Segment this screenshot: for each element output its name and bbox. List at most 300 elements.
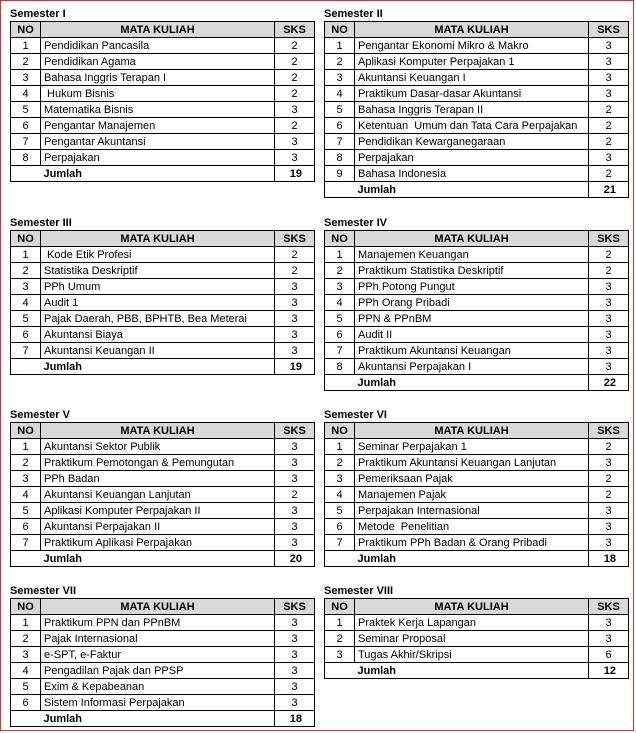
- course-no: 2: [11, 263, 41, 279]
- course-no: 5: [325, 311, 355, 327]
- total-row: [11, 551, 315, 567]
- course-no: 4: [11, 295, 41, 311]
- total-label: Jumlah: [355, 663, 589, 679]
- course-sks: 3: [275, 295, 315, 311]
- header-row: [325, 599, 629, 615]
- table-row: [325, 359, 629, 375]
- course-name: Perpajakan: [41, 150, 275, 166]
- course-no: 1: [325, 247, 355, 263]
- course-no: 3: [325, 70, 355, 86]
- course-no: 9: [325, 166, 355, 182]
- course-no: 3: [11, 279, 41, 295]
- table-row: [325, 118, 629, 134]
- course-name: Exim & Kepabeanan: [41, 679, 275, 695]
- table-row: [11, 54, 315, 70]
- semester-block: [10, 7, 315, 182]
- course-sks: 3: [589, 279, 629, 295]
- semester-title: Semester VI: [324, 409, 387, 421]
- header-row: [325, 22, 629, 38]
- semester-block: [10, 216, 315, 375]
- course-sks: 3: [275, 631, 315, 647]
- course-name: Manajemen Pajak: [355, 487, 589, 503]
- course-name: Bahasa Inggris Terapan I: [41, 70, 275, 86]
- table-row: [11, 343, 315, 359]
- course-name: Audit 1: [41, 295, 275, 311]
- total-sks: 18: [275, 711, 315, 727]
- semester-block: [10, 408, 315, 567]
- header-sks: SKS: [589, 231, 629, 247]
- table-row: [11, 487, 315, 503]
- course-no: 2: [325, 631, 355, 647]
- course-no: 1: [325, 439, 355, 455]
- total-sks: 19: [275, 166, 315, 182]
- course-sks: 2: [589, 487, 629, 503]
- table-row: [11, 118, 315, 134]
- table-row: [325, 150, 629, 166]
- header-row: [11, 22, 315, 38]
- table-row: [11, 134, 315, 150]
- header-no: NO: [11, 423, 41, 439]
- course-no: 5: [11, 503, 41, 519]
- course-no: 8: [11, 150, 41, 166]
- course-name: Seminar Proposal: [355, 631, 589, 647]
- course-sks: 3: [275, 327, 315, 343]
- course-name: Manajemen Keuangan: [355, 247, 589, 263]
- semester-block: [324, 584, 629, 679]
- header-no: NO: [325, 22, 355, 38]
- course-name: e-SPT, e-Faktur: [41, 647, 275, 663]
- table-row: [11, 679, 315, 695]
- total-label: Jumlah: [355, 182, 589, 198]
- course-no: 6: [11, 519, 41, 535]
- course-sks: 3: [589, 311, 629, 327]
- course-no: 7: [325, 535, 355, 551]
- table-row: [325, 70, 629, 86]
- course-no: 3: [11, 70, 41, 86]
- table-row: [325, 54, 629, 70]
- total-sks: 18: [589, 551, 629, 567]
- course-name: Pemeriksaan Pajak: [355, 471, 589, 487]
- course-sks: 3: [589, 86, 629, 102]
- course-sks: 3: [589, 150, 629, 166]
- course-no: 6: [325, 118, 355, 134]
- course-sks: 2: [275, 118, 315, 134]
- course-sks: 2: [589, 247, 629, 263]
- course-no: 3: [11, 647, 41, 663]
- course-sks: 2: [589, 471, 629, 487]
- course-no: 4: [325, 487, 355, 503]
- total-label: Jumlah: [355, 375, 589, 391]
- semester-title: Semester VII: [10, 585, 77, 597]
- course-sks: 2: [589, 439, 629, 455]
- table-row: [11, 279, 315, 295]
- course-sks: 3: [275, 519, 315, 535]
- table-row: [325, 487, 629, 503]
- total-sks: 12: [589, 663, 629, 679]
- course-sks: 3: [589, 631, 629, 647]
- table-row: [11, 311, 315, 327]
- course-name: Pendidikan Pancasila: [41, 38, 275, 54]
- semester-block: [10, 584, 315, 727]
- header-no: NO: [325, 599, 355, 615]
- total-sks: 22: [589, 375, 629, 391]
- table-row: [11, 247, 315, 263]
- course-sks: 3: [275, 695, 315, 711]
- course-no: 6: [11, 327, 41, 343]
- course-sks: 2: [589, 102, 629, 118]
- total-row: [11, 359, 315, 375]
- course-table: [324, 230, 629, 391]
- course-no: 2: [325, 455, 355, 471]
- table-row: [11, 439, 315, 455]
- course-sks: 3: [589, 295, 629, 311]
- semester-block: [324, 216, 629, 391]
- course-sks: 3: [275, 343, 315, 359]
- course-sks: 3: [589, 503, 629, 519]
- course-sks: 3: [275, 102, 315, 118]
- course-name: Matematika Bisnis: [41, 102, 275, 118]
- course-no: 3: [11, 471, 41, 487]
- course-no: 6: [11, 118, 41, 134]
- course-no: 5: [325, 503, 355, 519]
- course-table: [324, 21, 629, 198]
- table-row: [325, 311, 629, 327]
- course-sks: 3: [589, 535, 629, 551]
- course-sks: 2: [275, 487, 315, 503]
- total-blank-cell: [325, 551, 355, 567]
- course-name: Aplikasi Komputer Perpajakan 1: [355, 54, 589, 70]
- table-row: [11, 631, 315, 647]
- course-name: Statistika Deskriptif: [41, 263, 275, 279]
- course-name: Pajak Daerah, PBB, BPHTB, Bea Meterai: [41, 311, 275, 327]
- course-no: 6: [325, 519, 355, 535]
- table-row: [11, 535, 315, 551]
- table-row: [325, 615, 629, 631]
- course-name: Pengantar Akuntansi: [41, 134, 275, 150]
- course-sks: 2: [275, 54, 315, 70]
- total-label: Jumlah: [355, 551, 589, 567]
- total-blank-cell: [325, 375, 355, 391]
- course-no: 1: [11, 247, 41, 263]
- table-row: [11, 150, 315, 166]
- header-course: MATA KULIAH: [41, 22, 275, 38]
- course-no: 5: [11, 311, 41, 327]
- header-row: [11, 599, 315, 615]
- table-row: [325, 439, 629, 455]
- header-sks: SKS: [589, 22, 629, 38]
- course-name: PPh Badan: [41, 471, 275, 487]
- table-row: [11, 647, 315, 663]
- course-sks: 3: [275, 535, 315, 551]
- course-name: Pengadilan Pajak dan PPSP: [41, 663, 275, 679]
- semester-title: Semester VIII: [324, 585, 394, 597]
- course-sks: 2: [275, 247, 315, 263]
- course-name: Praktikum Dasar-dasar Akuntansi: [355, 86, 589, 102]
- table-row: [325, 535, 629, 551]
- course-name: PPh Potong Pungut: [355, 279, 589, 295]
- course-name: Seminar Perpajakan 1: [355, 439, 589, 455]
- table-row: [11, 471, 315, 487]
- total-row: [325, 663, 629, 679]
- semester-title: Semester V: [10, 409, 70, 421]
- table-row: [325, 327, 629, 343]
- course-name: Kode Etik Profesi: [41, 247, 275, 263]
- total-blank-cell: [11, 359, 41, 375]
- table-row: [325, 38, 629, 54]
- semester-block: [324, 7, 629, 198]
- course-table: [10, 422, 315, 567]
- table-row: [325, 343, 629, 359]
- course-no: 2: [325, 263, 355, 279]
- course-no: 1: [11, 38, 41, 54]
- total-blank-cell: [325, 182, 355, 198]
- total-sks: 21: [589, 182, 629, 198]
- course-sks: 3: [589, 38, 629, 54]
- table-row: [11, 519, 315, 535]
- header-row: [325, 231, 629, 247]
- total-row: [325, 375, 629, 391]
- course-sks: 2: [275, 70, 315, 86]
- total-row: [325, 182, 629, 198]
- course-no: 6: [325, 327, 355, 343]
- course-name: Perpajakan: [355, 150, 589, 166]
- course-sks: 6: [589, 647, 629, 663]
- course-sks: 3: [275, 647, 315, 663]
- header-sks: SKS: [275, 423, 315, 439]
- table-row: [325, 134, 629, 150]
- course-name: Perpajakan Internasional: [355, 503, 589, 519]
- course-name: Praktikum Statistika Deskriptif: [355, 263, 589, 279]
- total-label: Jumlah: [41, 166, 275, 182]
- course-sks: 3: [589, 455, 629, 471]
- total-label: Jumlah: [41, 359, 275, 375]
- course-table: [324, 422, 629, 567]
- course-sks: 3: [589, 343, 629, 359]
- total-row: [11, 711, 315, 727]
- semester-block: [324, 408, 629, 567]
- course-sks: 3: [275, 679, 315, 695]
- course-name: Praktikum Pemotongan & Pemungutan: [41, 455, 275, 471]
- header-course: MATA KULIAH: [355, 22, 589, 38]
- course-no: 7: [11, 343, 41, 359]
- header-sks: SKS: [589, 423, 629, 439]
- course-sks: 2: [589, 166, 629, 182]
- course-name: Praktikum PPN dan PPnBM: [41, 615, 275, 631]
- table-row: [11, 70, 315, 86]
- header-sks: SKS: [589, 599, 629, 615]
- course-sks: 2: [275, 86, 315, 102]
- table-row: [11, 86, 315, 102]
- total-blank-cell: [11, 711, 41, 727]
- course-sks: 3: [589, 70, 629, 86]
- header-no: NO: [11, 22, 41, 38]
- course-sks: 3: [275, 455, 315, 471]
- header-course: MATA KULIAH: [355, 423, 589, 439]
- course-name: Bahasa Indonesia: [355, 166, 589, 182]
- header-course: MATA KULIAH: [41, 231, 275, 247]
- course-no: 7: [325, 343, 355, 359]
- course-no: 1: [11, 615, 41, 631]
- course-sks: 2: [589, 118, 629, 134]
- course-table: [10, 21, 315, 182]
- total-blank-cell: [11, 166, 41, 182]
- course-sks: 3: [275, 503, 315, 519]
- course-table: [10, 230, 315, 375]
- total-sks: 20: [275, 551, 315, 567]
- course-sks: 3: [589, 327, 629, 343]
- course-no: 5: [11, 679, 41, 695]
- course-name: Akuntansi Biaya: [41, 327, 275, 343]
- header-sks: SKS: [275, 599, 315, 615]
- table-row: [11, 615, 315, 631]
- semester-title: Semester I: [10, 8, 66, 20]
- course-sks: 3: [589, 615, 629, 631]
- header-no: NO: [325, 231, 355, 247]
- course-name: PPh Orang Pribadi: [355, 295, 589, 311]
- course-name: Sistem Informasi Perpajakan: [41, 695, 275, 711]
- course-name: Metode Penelitian: [355, 519, 589, 535]
- table-row: [325, 455, 629, 471]
- course-no: 7: [11, 535, 41, 551]
- course-name: Aplikasi Komputer Perpajakan II: [41, 503, 275, 519]
- course-name: Ketentuan Umum dan Tata Cara Perpajakan: [355, 118, 589, 134]
- header-course: MATA KULIAH: [355, 231, 589, 247]
- header-row: [325, 423, 629, 439]
- header-course: MATA KULIAH: [355, 599, 589, 615]
- total-blank-cell: [325, 663, 355, 679]
- course-no: 4: [11, 487, 41, 503]
- semester-title: Semester III: [10, 217, 72, 229]
- course-name: Pendidikan Agama: [41, 54, 275, 70]
- course-no: 3: [325, 471, 355, 487]
- course-no: 2: [325, 54, 355, 70]
- table-row: [11, 295, 315, 311]
- course-name: Praktikum Aplikasi Perpajakan: [41, 535, 275, 551]
- course-name: Tugas Akhir/Skripsi: [355, 647, 589, 663]
- header-row: [11, 423, 315, 439]
- course-name: Akuntansi Perpajakan II: [41, 519, 275, 535]
- course-sks: 3: [589, 54, 629, 70]
- course-no: 1: [11, 439, 41, 455]
- header-sks: SKS: [275, 22, 315, 38]
- course-table: [10, 598, 315, 727]
- table-row: [11, 327, 315, 343]
- course-name: Akuntansi Keuangan I: [355, 70, 589, 86]
- header-row: [11, 231, 315, 247]
- course-no: 4: [11, 663, 41, 679]
- course-sks: 2: [589, 263, 629, 279]
- course-no: 2: [11, 631, 41, 647]
- course-name: Pendidikan Kewarganegaraan: [355, 134, 589, 150]
- semester-title: Semester IV: [324, 217, 387, 229]
- course-sks: 3: [275, 134, 315, 150]
- course-sks: 3: [275, 471, 315, 487]
- course-no: 1: [325, 38, 355, 54]
- course-name: Akuntansi Sektor Publik: [41, 439, 275, 455]
- table-row: [11, 503, 315, 519]
- course-name: Akuntansi Keuangan II: [41, 343, 275, 359]
- course-name: Audit II: [355, 327, 589, 343]
- header-course: MATA KULIAH: [41, 423, 275, 439]
- course-no: 3: [325, 647, 355, 663]
- course-name: Praktek Kerja Lapangan: [355, 615, 589, 631]
- course-no: 1: [325, 615, 355, 631]
- total-row: [11, 166, 315, 182]
- course-name: Pengantar Manajemen: [41, 118, 275, 134]
- table-row: [11, 263, 315, 279]
- course-no: 3: [325, 279, 355, 295]
- header-no: NO: [11, 599, 41, 615]
- course-no: 2: [11, 455, 41, 471]
- table-row: [325, 102, 629, 118]
- course-name: Akuntansi Keuangan Lanjutan: [41, 487, 275, 503]
- course-table: [324, 598, 629, 679]
- course-no: 5: [325, 102, 355, 118]
- course-sks: 3: [275, 279, 315, 295]
- course-name: Pengantar Ekonomi Mikro & Makro: [355, 38, 589, 54]
- course-sks: 3: [275, 311, 315, 327]
- table-row: [325, 519, 629, 535]
- course-sks: 2: [275, 263, 315, 279]
- total-label: Jumlah: [41, 551, 275, 567]
- header-sks: SKS: [275, 231, 315, 247]
- course-name: Praktikum Akuntansi Keuangan: [355, 343, 589, 359]
- table-row: [325, 471, 629, 487]
- table-row: [11, 695, 315, 711]
- course-sks: 3: [275, 439, 315, 455]
- course-no: 7: [325, 134, 355, 150]
- course-name: Praktikum PPh Badan & Orang Pribadi: [355, 535, 589, 551]
- total-row: [325, 551, 629, 567]
- course-no: 6: [11, 695, 41, 711]
- course-sks: 3: [589, 519, 629, 535]
- table-row: [325, 279, 629, 295]
- course-no: 7: [11, 134, 41, 150]
- course-sks: 2: [275, 38, 315, 54]
- course-no: 8: [325, 150, 355, 166]
- table-row: [11, 663, 315, 679]
- table-row: [325, 166, 629, 182]
- table-row: [325, 295, 629, 311]
- header-no: NO: [11, 231, 41, 247]
- semester-title: Semester II: [324, 8, 383, 20]
- course-no: 2: [11, 54, 41, 70]
- header-no: NO: [325, 423, 355, 439]
- table-row: [11, 102, 315, 118]
- course-no: 5: [11, 102, 41, 118]
- course-no: 4: [325, 295, 355, 311]
- table-row: [325, 247, 629, 263]
- table-row: [325, 86, 629, 102]
- table-row: [325, 647, 629, 663]
- course-sks: 3: [589, 359, 629, 375]
- course-name: Akuntansi Perpajakan I: [355, 359, 589, 375]
- course-sks: 2: [589, 134, 629, 150]
- course-no: 4: [11, 86, 41, 102]
- course-name: Bahasa Inggris Terapan II: [355, 102, 589, 118]
- header-course: MATA KULIAH: [41, 599, 275, 615]
- course-name: Pajak Internasional: [41, 631, 275, 647]
- total-sks: 19: [275, 359, 315, 375]
- course-name: Praktikum Akuntansi Keuangan Lanjutan: [355, 455, 589, 471]
- course-name: PPh Umum: [41, 279, 275, 295]
- total-label: Jumlah: [41, 711, 275, 727]
- table-row: [11, 38, 315, 54]
- total-blank-cell: [11, 551, 41, 567]
- course-name: Hukum Bisnis: [41, 86, 275, 102]
- table-row: [11, 455, 315, 471]
- course-name: PPN & PPnBM: [355, 311, 589, 327]
